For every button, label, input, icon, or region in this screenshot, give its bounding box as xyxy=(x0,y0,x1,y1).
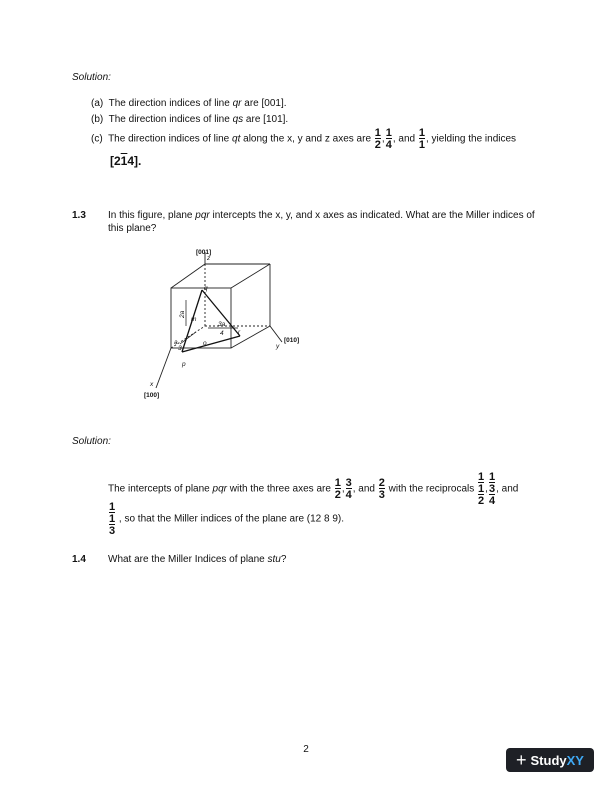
item-text: The direction indices of line xyxy=(108,114,233,125)
reciprocal-fraction: 1 1 3 , so that the Miller indices of the plane are (12 8 9). xyxy=(109,501,345,537)
page-number: 2 xyxy=(303,744,309,755)
item-text: are [101]. xyxy=(243,114,289,125)
dim-3a-label: 3a xyxy=(218,321,226,328)
direction-indices-result: [214]. xyxy=(110,154,142,168)
fraction: $\frac{1}{1}$ xyxy=(418,127,425,151)
item-marker: (b) xyxy=(91,114,104,125)
question-text: In this figure, plane pqr intercepts the x, y, and x axes as indicated. What are the Miller indices of this plane? xyxy=(108,210,535,234)
point-p-label: p xyxy=(182,361,186,368)
solution-item-b xyxy=(91,114,288,125)
point-m-label: m xyxy=(191,316,197,323)
item-text: are [001]. xyxy=(241,98,287,109)
plus-icon: + xyxy=(516,750,527,770)
miller-plane-figure xyxy=(140,244,320,404)
item-text: The direction indices of line xyxy=(108,133,233,145)
x-direction-label: [100] xyxy=(144,392,160,399)
question-text: What are the Miller Indices of plane stu? xyxy=(108,554,287,565)
item-text: , and xyxy=(392,133,418,145)
y-direction-label: [010] xyxy=(284,337,300,344)
solution-item-a xyxy=(91,98,287,109)
fraction: $\frac{1}{2}$ xyxy=(374,127,381,151)
brand-accent-text: XY xyxy=(566,752,584,768)
point-r-label: r xyxy=(238,329,241,336)
dim-4-label: 4 xyxy=(220,330,224,337)
solution-paragraph: The intercepts of plane pqr with the three axes are $\frac{1}{2}$ , $\frac{3}{4}$ , and $\frac{2}{3}$ with the reciprocals 1 1 2 , 1 3 4 , and xyxy=(108,471,519,507)
dim-a-label: a xyxy=(174,339,178,346)
item-marker: (c) xyxy=(91,133,103,145)
item-text: , yielding the indices xyxy=(425,133,517,145)
question-number: 1.4 xyxy=(72,554,86,565)
line-name: qt xyxy=(232,133,241,145)
solution-heading: Solution: xyxy=(72,72,111,83)
item-marker: (a) xyxy=(91,98,104,109)
point-o-label: o xyxy=(203,340,207,347)
studyxy-logo[interactable] xyxy=(506,748,594,772)
line-name: qr xyxy=(232,98,242,109)
fraction: $\frac{1}{4}$ xyxy=(385,127,392,151)
x-axis-label: x xyxy=(150,381,154,388)
dim-3-label: 3 xyxy=(178,345,182,352)
comma: , xyxy=(381,133,385,145)
line-name: qs xyxy=(232,114,244,125)
z-axis-label: z xyxy=(207,255,211,262)
solution-heading: Solution: xyxy=(72,436,111,447)
dim-2a-label: 2a xyxy=(179,310,186,318)
question-number: 1.3 xyxy=(72,210,86,221)
brand-text: Study xyxy=(530,752,567,768)
point-q-label: q xyxy=(204,285,208,292)
miller-indices-result: , so that the Miller indices of the plane are (12 8 9). xyxy=(116,513,345,525)
y-axis-label: y xyxy=(276,343,280,350)
solution-item-c xyxy=(91,128,516,150)
z-direction-label: [001] xyxy=(196,249,212,256)
item-text: The direction indices of line xyxy=(108,98,233,109)
item-text: along the x, y and z axes are xyxy=(240,133,374,145)
